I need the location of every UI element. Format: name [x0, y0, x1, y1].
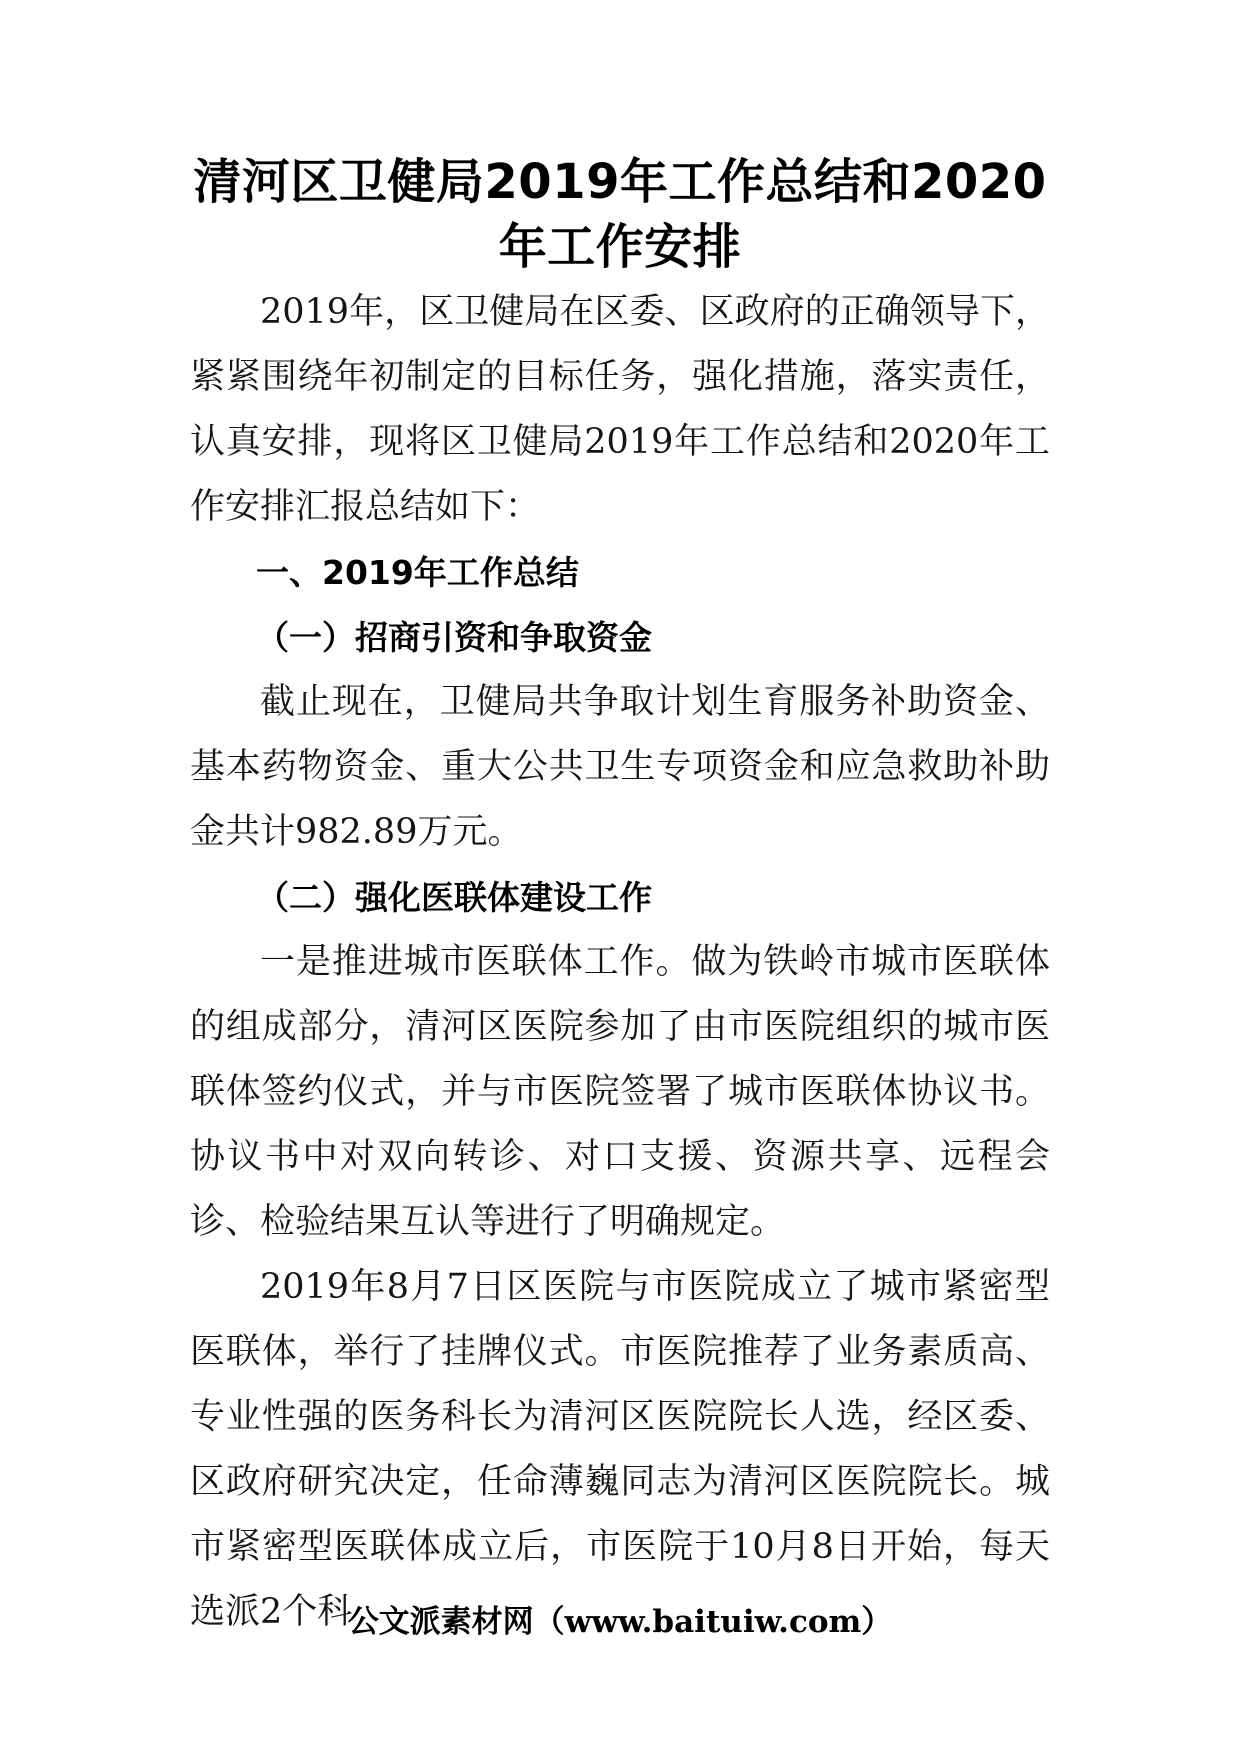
subsection-heading-1: （一）招商引资和争取资金 — [256, 618, 652, 657]
subsection-2-paragraph-1: 一是推进城市医联体工作。做为铁岭市城市医联体的组成部分，清河区医院参加了由市医院组织的城市医联体签约仪式，并与市医院签署了城市医联体协议书。协议书中对双向转诊、对口支援、资源共享、远程会诊、检验结果互认等进行了明确规定。 — [190, 942, 1050, 1242]
document-title: 清河区卫健局2019年工作总结和2020年工作安排 — [193, 154, 1047, 275]
section-heading-1: 一、2019年工作总结 — [256, 553, 579, 592]
subsection-1-paragraph: 截止现在，卫健局共争取计划生育服务补助资金、基本药物资金、重大公共卫生专项资金和应急救助补助金共计982.89万元。 — [190, 682, 1050, 852]
document-page — [190, 150, 1050, 1645]
watermark-footer: 公文派素材网（www.baituiw.com） — [347, 1604, 893, 1640]
intro-paragraph: 2019年，区卫健局在区委、区政府的正确领导下，紧紧围绕年初制定的目标任务，强化措施，落实责任，认真安排，现将区卫健局2019年工作总结和2020年工作安排汇报总结如下： — [190, 292, 1050, 527]
subsection-heading-2: （二）强化医联体建设工作 — [256, 878, 652, 917]
subsection-2-paragraph-2: 2019年8月7日区医院与市医院成立了城市紧密型医联体，举行了挂牌仪式。市医院推荐了业务素质高、专业性强的医务科长为清河区医院院长人选，经区委、区政府研究决定，任命薄巍同志为清河区医院院长。城市紧密型医联体成立后，市医院于10月8日开始，每天选派2个科 — [190, 1267, 1050, 1632]
